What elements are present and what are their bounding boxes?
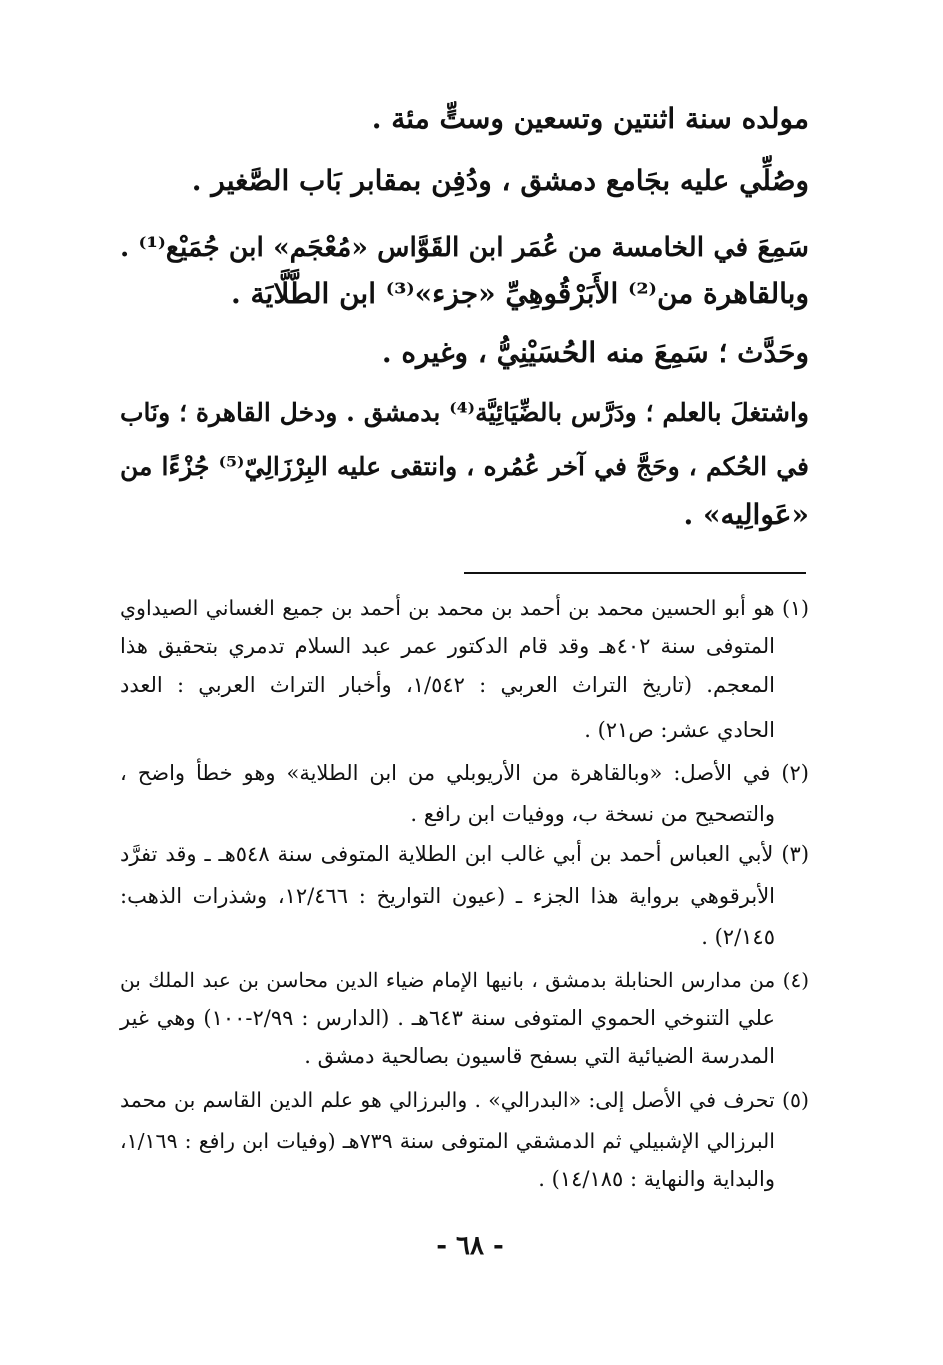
main-line: في الحُكم ، وحَجَّ في آخر عُمُره ، وانتقى عليه البِرْزَالِيّ⁽⁵⁾ جُزْءًا من (120, 452, 809, 481)
main-line: وبالقاهرة من⁽²⁾ الأَبَرْقُوهِيِّ «جزء»⁽³⁾ ابن الطَّلَّايَة . (231, 277, 809, 310)
main-line: وحَدَّث ؛ سَمِعَ منه الحُسَيْنِيُّ ، وغيره . (381, 336, 809, 369)
footnote-separator (464, 572, 806, 574)
main-line: وصُلِّي عليه بجَامع دمشق ، ودُفِن بمقابر بَاب الصَّغير . (191, 164, 809, 197)
main-line: واشتغلَ بالعلم ؛ ودَرَّس بالضِّيَائِيَّة⁽⁴⁾ بدمشق . ودخل القاهرة ؛ ونَاب (120, 398, 809, 427)
footnote-line: البرزالي الإشبيلي ثم الدمشقي المتوفى سنة ٧٣٩هـ (وفيات ابن رافع : ١/١٦٩، (120, 1129, 775, 1153)
footnote-line: (٣) لأبي العباس أحمد بن أبي غالب ابن الطلاية المتوفى سنة ٥٤٨هـ ـ وقد تفرَّد (120, 842, 810, 866)
footnote-line: (٤) من مدارس الحنابلة بدمشق ، بانيها الإمام ضياء الدين محاسن بن عبد الملك بن (120, 968, 809, 992)
footnote-line: المتوفى سنة ٤٠٢هـ وقد قام الدكتور عمر عبد السلام تدمري بتحقيق هذا (120, 634, 775, 658)
footnote-line: علي التنوخي الحموي المتوفى سنة ٦٤٣هـ . (الدارس : ٢/٩٩-١٠٠) وهي غير (120, 1006, 775, 1030)
main-line: مولده سنة اثنتين وتسعين وستٍّ مئة . (371, 102, 809, 135)
footnote-line: (٥) تحرف في الأصل إلى: «البدرالي» . والبرزالي هو علم الدين القاسم بن محمد (120, 1088, 809, 1112)
page-number: - ٦٨ - (436, 1231, 504, 1261)
footnote-line: المعجم. (تاريخ التراث العربي : ١/٥٤٢، وأخبار التراث العربي : العدد (120, 673, 775, 697)
footnote-line: (١) هو أبو الحسين محمد بن أحمد بن محمد بن أحمد بن جميع الغساني الصيداوي (120, 596, 809, 620)
footnote-line: والبداية والنهاية : ١٤/١٨٥) . (538, 1167, 775, 1191)
footnote-line: ٢/١٤٥) . (701, 925, 775, 949)
footnote-line: والتصحيح من نسخة ب، ووفيات ابن رافع . (410, 802, 775, 826)
main-line: «عَوالِيه» . (683, 498, 809, 531)
footnote-line: الأبرقوهي برواية هذا الجزء ـ (عيون التواريخ : ١٢/٤٦٦، وشذرات الذهب: (120, 884, 775, 908)
footnote-line: الحادي عشر: ص٢١) . (584, 718, 775, 742)
main-line: سَمِعَ في الخامسة من عُمَر ابن القَوَّاس «مُعْجَم» ابن جُمَيْع⁽¹⁾ . (120, 232, 809, 263)
footnote-line: (٢) في الأصل: «وبالقاهرة من الأريوبلي من ابن الطلاية» وهو خطأ واضح ، (120, 761, 809, 785)
footnote-line: المدرسة الضيائية التي بسفح قاسيون بصالحية دمشق . (304, 1044, 775, 1068)
